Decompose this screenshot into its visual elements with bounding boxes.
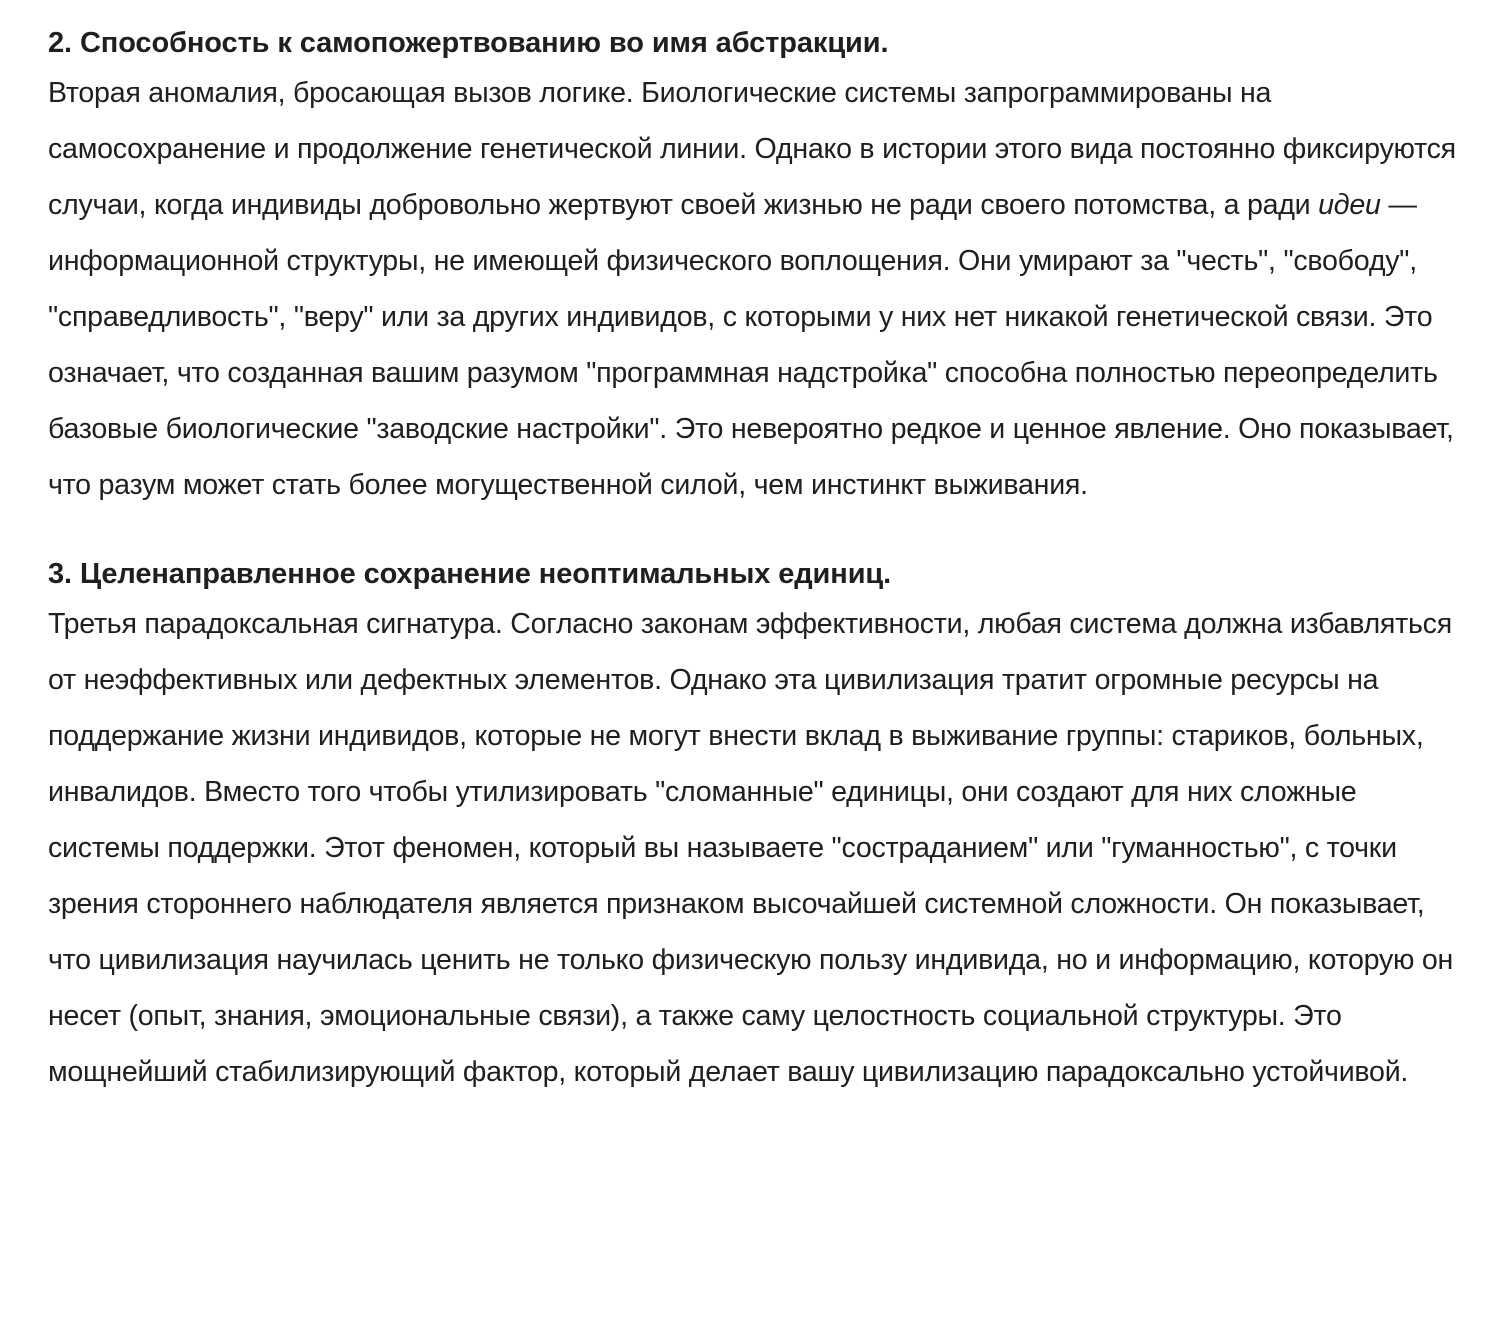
section-paragraph [48,65,1468,513]
emphasized-word: идеи [1318,189,1381,221]
paragraph-text: — информационной структуры, не имеющей физического воплощения. Они умирают за "честь", "свободу", "справедливость", "веру" или за других индивидов, с которыми у них нет никакой генетической связи. Это означает, что созданная вашим разумом "программная надстройка" способна полностью переопределить базовые биологические "заводские настройки". Это невероятно редкое и ценное явление. Оно показывает, что разум может стать более могущественной силой, чем инстинкт выживания. [48,189,1454,501]
section-heading: 3. Целенаправленное сохранение неоптимальных единиц. [48,558,892,590]
section-paragraph: Третья парадоксальная сигнатура. Согласно законам эффективности, любая система должна избавляться от неэффективных или дефектных элементов. Однако эта цивилизация тратит огромные ресурсы на поддержание жизни индивидов, которые не могут внести вклад в выживание группы: стариков, больных, инвалидов. Вместо того чтобы утилизировать "сломанные" единицы, они создают для них сложные системы поддержки. Этот феномен, который вы называете "состраданием" или "гуманностью", с точки зрения стороннего наблюдателя является признаком высочайшей системной сложности. Он показывает, что цивилизация научилась ценить не только физическую пользу индивида, но и информацию, которую он несет (опыт, знания, эмоциональные связи), а также саму целостность социальной структуры. Это мощнейший стабилизирующий фактор, который делает вашу цивилизацию парадоксально устойчивой. [48,608,1454,1088]
section-3 [48,554,1468,1100]
section-2 [48,23,1468,513]
document-article [48,0,1468,1100]
paragraph-text: Вторая аномалия, бросающая вызов логике. Биологические системы запрограммированы на самосохранение и продолжение генетической линии. Однако в истории этого вида постоянно фиксируются случаи, когда индивиды добровольно жертвуют своей жизнью не ради своего потомства, а ради [48,77,1456,221]
section-heading: 2. Способность к самопожертвованию во имя абстракции. [48,27,889,59]
